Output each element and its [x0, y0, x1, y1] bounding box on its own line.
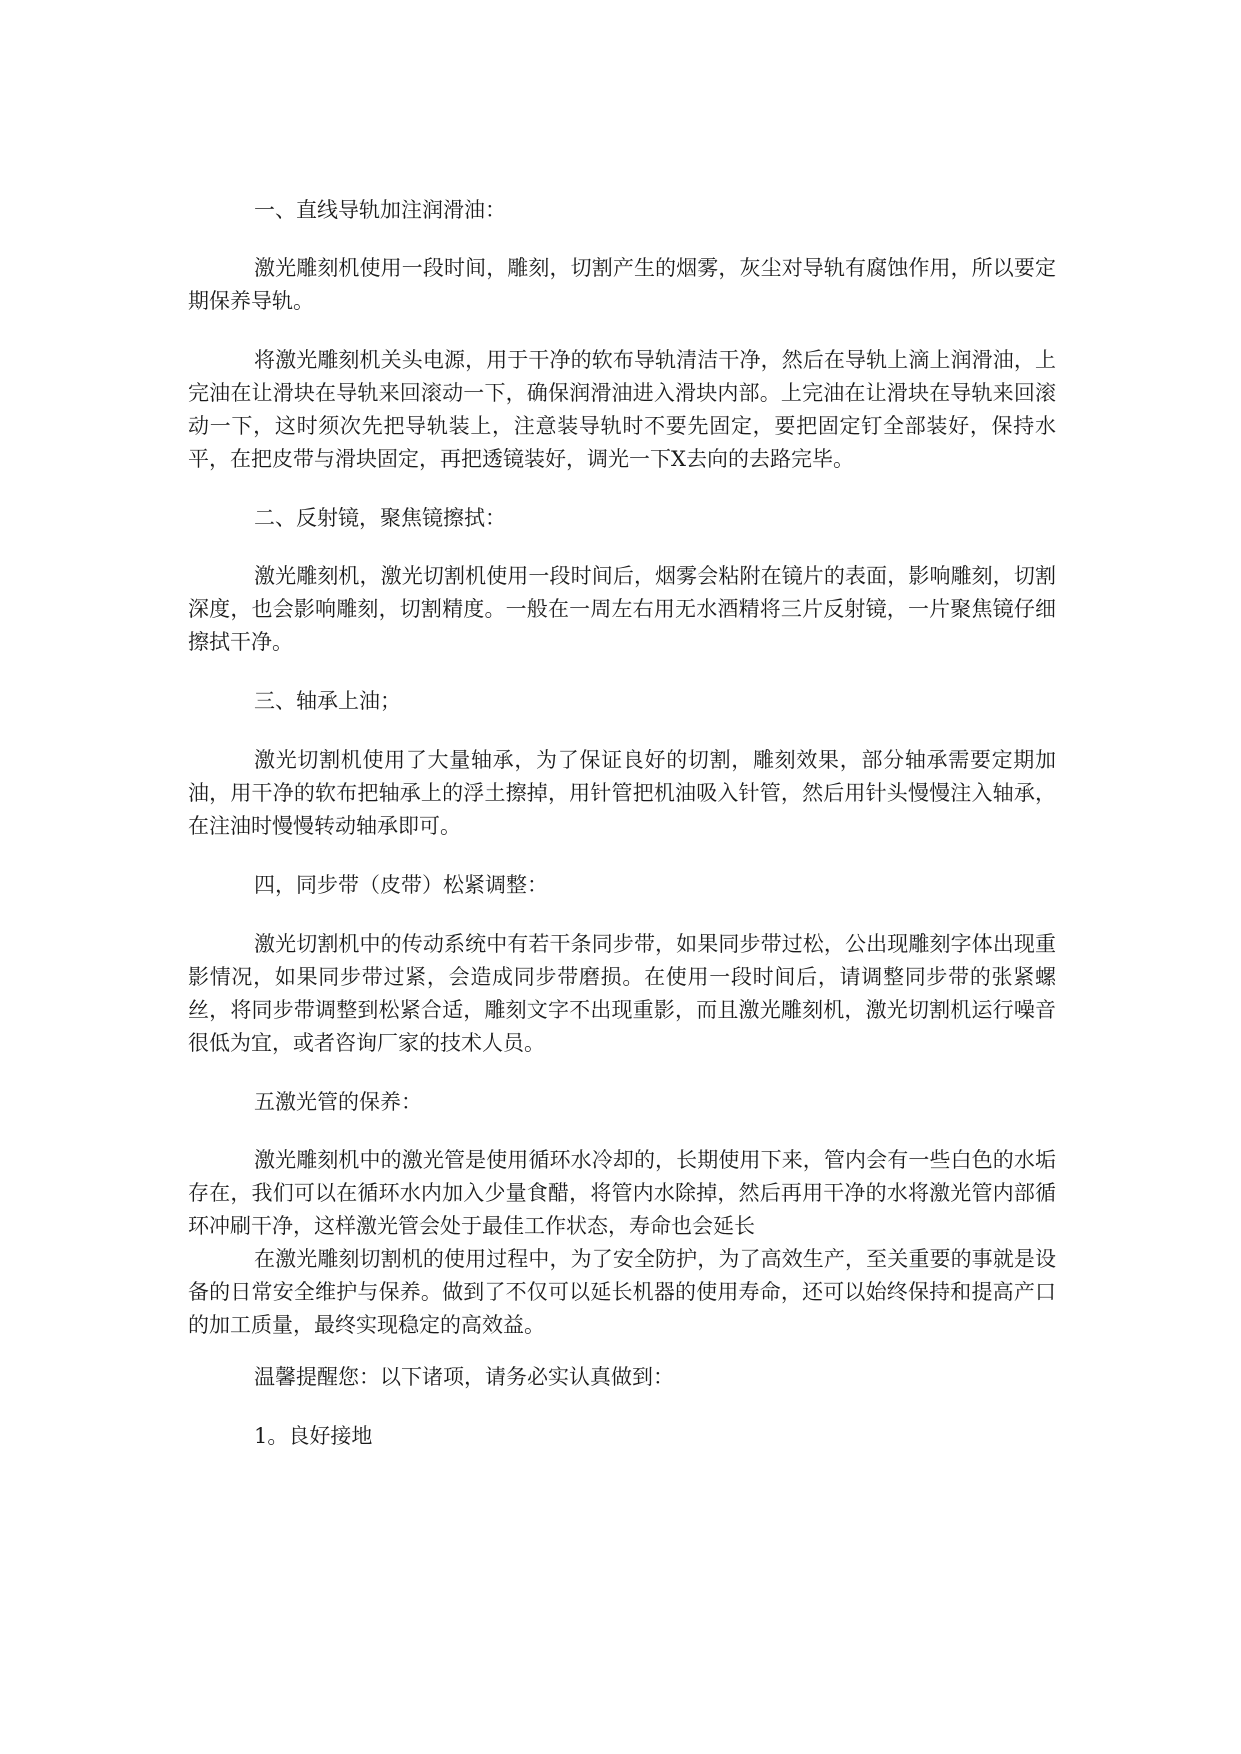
section-heading-2: 二、反射镜，聚焦镜擦拭：	[254, 506, 506, 530]
section-heading-6: 温馨提醒您：以下诸项，请务必实认真做到：	[254, 1365, 674, 1389]
paragraph-2: 将激光雕刻机关头电源，用于干净的软布导轨清洁干净，然后在导轨上滴上润滑油，上完油在让滑块在导轨来回滚动一下，确保润滑油进入滑块内部。上完油在让滑块在导轨来回滚动一下，这时须次先把导轨装上，注意装导轨时不要先固定，要把固定钉全部装好，保持水平，在把皮带与滑块固定，再把透镜装好，调光一下X去向的去路完毕。	[188, 348, 1056, 471]
paragraph-6: 激光雕刻机中的激光管是使用循环水冷却的，长期使用下来，管内会有一些白色的水垢存在，我们可以在循环水内加入少量食醋，将管内水除掉，然后再用干净的水将激光管内部循环冲刷干净，这样激光管会处于最佳工作状态，寿命也会延长	[188, 1148, 1056, 1238]
document-page	[188, 0, 1056, 1754]
section-heading-5: 五激光管的保养：	[254, 1090, 422, 1114]
paragraph-4: 激光切割机使用了大量轴承，为了保证良好的切割，雕刻效果，部分轴承需要定期加油，用干净的软布把轴承上的浮土擦掉，用针管把机油吸入针管，然后用针头慢慢注入轴承，在注油时慢慢转动轴承即可。	[188, 748, 1056, 838]
section-heading-4: 四，同步带（皮带）松紧调整：	[254, 873, 548, 897]
paragraph-1: 激光雕刻机使用一段时间，雕刻，切割产生的烟雾，灰尘对导轨有腐蚀作用，所以要定期保养导轨。	[188, 256, 1056, 313]
paragraph-5: 激光切割机中的传动系统中有若干条同步带，如果同步带过松，公出现雕刻字体出现重影情况，如果同步带过紧，会造成同步带磨损。在使用一段时间后，请调整同步带的张紧螺丝，将同步带调整到松紧合适，雕刻文字不出现重影，而且激光雕刻机，激光切割机运行噪音很低为宜，或者咨询厂家的技术人员。	[188, 932, 1056, 1055]
section-heading-7: 1。良好接地	[254, 1424, 373, 1448]
section-heading-3: 三、轴承上油；	[254, 689, 401, 713]
paragraph-7: 在激光雕刻切割机的使用过程中，为了安全防护，为了高效生产，至关重要的事就是设备的日常安全维护与保养。做到了不仅可以延长机器的使用寿命，还可以始终保持和提高产口的加工质量，最终实现稳定的高效益。	[188, 1247, 1056, 1337]
paragraph-3: 激光雕刻机，激光切割机使用一段时间后，烟雾会粘附在镜片的表面，影响雕刻，切割深度，也会影响雕刻，切割精度。一般在一周左右用无水酒精将三片反射镜，一片聚焦镜仔细擦拭干净。	[188, 564, 1056, 654]
section-heading-1: 一、直线导轨加注润滑油：	[254, 198, 506, 222]
